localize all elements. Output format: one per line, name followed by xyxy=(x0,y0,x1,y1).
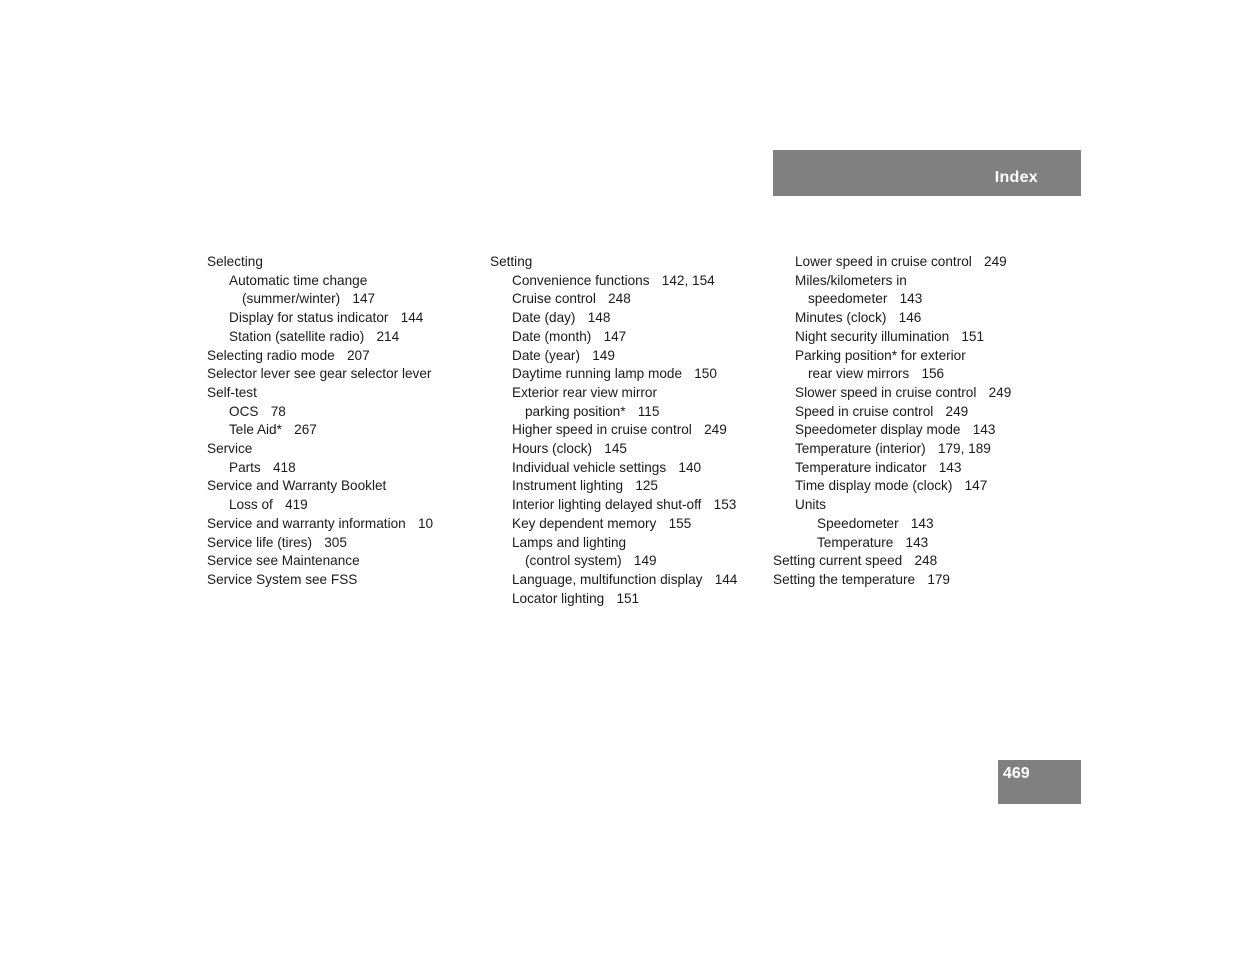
index-entry-text: Setting xyxy=(490,254,533,269)
index-entry xyxy=(207,309,477,328)
index-entry-text: Tele Aid* xyxy=(229,422,282,438)
index-entry-text: (summer/winter) xyxy=(242,291,341,307)
index-entry xyxy=(207,552,477,571)
index-entry-text: Slower speed in cruise control xyxy=(795,384,977,400)
index-entry xyxy=(207,384,477,403)
index-entry xyxy=(773,534,1063,553)
index-entry xyxy=(207,440,477,459)
index-entry-page: 179, 189 xyxy=(937,441,991,457)
index-entry-text: Temperature (interior) xyxy=(795,441,926,457)
index-entry-text: Temperature xyxy=(817,534,894,550)
index-entry xyxy=(490,253,765,272)
index-entry-text: Automatic time change xyxy=(229,272,368,288)
index-entry-page: 207 xyxy=(346,347,370,363)
index-entry-text: Self-test xyxy=(207,384,257,400)
page-number: 469 xyxy=(1003,765,1030,782)
index-entry-text: OCS xyxy=(229,403,259,419)
index-entry xyxy=(490,477,765,496)
index-entry-text: Convenience functions xyxy=(512,272,650,288)
index-entry-page: 249 xyxy=(704,422,727,438)
index-entry-text: Service and Warranty Booklet xyxy=(207,478,387,494)
index-entry xyxy=(773,328,1063,347)
index-entry-page: 140 xyxy=(678,459,702,475)
index-entry xyxy=(773,477,1063,496)
index-entry-text: Parts xyxy=(229,459,261,475)
index-entry-text: Speedometer xyxy=(817,515,899,531)
index-column-3 xyxy=(773,253,1063,590)
index-entry-page: 146 xyxy=(898,310,922,326)
index-entry-page: 147 xyxy=(603,328,627,344)
index-entry xyxy=(207,253,477,272)
index-entry-page: 149 xyxy=(633,553,657,569)
index-entry-text: Time display mode (clock) xyxy=(795,478,953,494)
index-entry xyxy=(490,403,765,422)
index-entry-text: Speedometer display mode xyxy=(795,422,961,438)
index-entry xyxy=(207,328,477,347)
index-entry-page: 418 xyxy=(272,459,296,475)
index-entry-text: Service see Maintenance xyxy=(207,553,360,569)
index-entry xyxy=(490,496,765,515)
index-entry xyxy=(207,421,477,440)
index-entry-text: Parking position* for exterior xyxy=(795,347,966,363)
index-entry-text: speedometer xyxy=(808,291,888,307)
index-entry-text: Instrument lighting xyxy=(512,478,624,494)
index-entry-text: Service xyxy=(207,441,253,457)
index-entry-text: Date (month) xyxy=(512,328,592,344)
index-entry xyxy=(773,496,1063,515)
index-entry-text: Service and warranty information xyxy=(207,515,406,531)
index-entry xyxy=(207,347,477,366)
index-entry-page: 143 xyxy=(905,534,929,550)
index-entry xyxy=(490,459,765,478)
index-entry-text: Lower speed in cruise control xyxy=(795,254,972,269)
index-entry-text: Units xyxy=(795,497,826,513)
index-entry xyxy=(490,328,765,347)
index-entry-page: 156 xyxy=(921,366,945,382)
index-entry-page: 78 xyxy=(270,403,286,419)
index-entry xyxy=(773,272,1063,291)
index-entry-text: Speed in cruise control xyxy=(795,403,934,419)
index-entry-page: 125 xyxy=(635,478,658,494)
index-entry xyxy=(490,552,765,571)
index-entry-text: Key dependent memory xyxy=(512,515,657,531)
index-entry xyxy=(207,403,477,422)
index-column-1 xyxy=(207,253,477,590)
index-entry-page: 153 xyxy=(713,497,737,513)
index-entry-text: Minutes (clock) xyxy=(795,310,887,326)
index-entry-page: 144 xyxy=(400,310,424,326)
index-entry-text: Service System see FSS xyxy=(207,571,358,587)
index-entry-page: 143 xyxy=(899,291,923,307)
index-entry xyxy=(773,421,1063,440)
index-entry-page: 179 xyxy=(927,571,950,587)
index-entry xyxy=(490,590,765,609)
index-entry-text: Interior lighting delayed shut-off xyxy=(512,497,702,513)
index-entry-page: 148 xyxy=(587,310,611,326)
index-entry-text: Locator lighting xyxy=(512,590,605,606)
index-entry xyxy=(490,571,765,590)
index-entry-text: Selector lever see gear selector lever xyxy=(207,366,432,382)
index-entry-page: 151 xyxy=(616,590,640,606)
index-entry-text: Date (day) xyxy=(512,310,576,326)
index-entry xyxy=(207,459,477,478)
index-entry-page: 155 xyxy=(668,515,692,531)
index-entry xyxy=(490,290,765,309)
page-number-box xyxy=(998,760,1081,804)
index-entry-text: Service life (tires) xyxy=(207,534,312,550)
index-entry-page: 249 xyxy=(988,384,1012,400)
index-entry-page: 145 xyxy=(604,441,627,457)
index-entry-page: 151 xyxy=(961,328,985,344)
index-entry-text: Exterior rear view mirror xyxy=(512,384,658,400)
index-entry xyxy=(207,496,477,515)
index-entry xyxy=(773,515,1063,534)
index-entry-text: Higher speed in cruise control xyxy=(512,422,692,438)
index-entry xyxy=(773,459,1063,478)
index-entry-page: 143 xyxy=(910,515,934,531)
index-entry-page: 419 xyxy=(285,497,308,513)
page-title: Index xyxy=(994,169,1038,186)
index-entry-text: Night security illumination xyxy=(795,328,950,344)
index-entry-page: 147 xyxy=(964,478,988,494)
index-entry-text: Daytime running lamp mode xyxy=(512,366,683,382)
index-entry xyxy=(207,515,477,534)
index-entry xyxy=(773,403,1063,422)
index-entry xyxy=(773,309,1063,328)
index-entry xyxy=(490,534,765,553)
index-entry-text: Date (year) xyxy=(512,347,580,363)
index-entry-page: 267 xyxy=(294,422,317,438)
index-entry xyxy=(207,365,477,384)
index-entry xyxy=(207,534,477,553)
index-entry-page: 249 xyxy=(984,254,1007,269)
index-entry-page: 150 xyxy=(694,366,717,382)
index-entry-page: 214 xyxy=(376,328,400,344)
index-entry-page: 248 xyxy=(914,553,938,569)
index-entry xyxy=(773,253,1063,272)
index-entry-text: Station (satellite radio) xyxy=(229,328,365,344)
index-entry-page: 305 xyxy=(324,534,347,550)
index-entry xyxy=(490,440,765,459)
index-entry-text: (control system) xyxy=(525,553,622,569)
index-entry-page: 143 xyxy=(938,459,962,475)
index-entry xyxy=(207,290,477,309)
index-entry-page: 115 xyxy=(637,403,660,419)
index-entry xyxy=(490,515,765,534)
index-entry xyxy=(207,477,477,496)
index-entry xyxy=(490,365,765,384)
index-entry-page: 10 xyxy=(417,515,434,531)
index-header-bar xyxy=(773,150,1081,196)
index-entry-page: 143 xyxy=(972,422,996,438)
index-entry xyxy=(490,384,765,403)
index-entry-text: Hours (clock) xyxy=(512,441,593,457)
index-entry xyxy=(773,290,1063,309)
index-entry xyxy=(490,272,765,291)
index-entry-text: Selecting radio mode xyxy=(207,347,335,363)
index-entry xyxy=(773,365,1063,384)
index-entry xyxy=(773,440,1063,459)
index-entry-text: Cruise control xyxy=(512,291,596,307)
index-entry-text: Display for status indicator xyxy=(229,310,389,326)
index-entry-text: Setting the temperature xyxy=(773,571,916,587)
index-entry xyxy=(773,571,1063,590)
index-entry-text: Individual vehicle settings xyxy=(512,459,667,475)
index-entry xyxy=(773,552,1063,571)
index-entry-text: Selecting xyxy=(207,254,263,269)
index-entry-page: 149 xyxy=(592,347,615,363)
index-entry-page: 144 xyxy=(714,571,738,587)
index-entry-page: 249 xyxy=(945,403,969,419)
index-entry-text: Setting current speed xyxy=(773,553,903,569)
index-entry xyxy=(490,309,765,328)
index-entry-text: Loss of xyxy=(229,497,273,513)
index-entry xyxy=(207,571,477,590)
index-column-2 xyxy=(490,253,765,608)
index-entry-text: Language, multifunction display xyxy=(512,571,703,587)
index-entry-text: Lamps and lighting xyxy=(512,534,627,550)
index-entry-text: Miles/kilometers in xyxy=(795,272,907,288)
index-entry-page: 248 xyxy=(608,291,631,307)
index-entry xyxy=(490,421,765,440)
index-entry-text: rear view mirrors xyxy=(808,366,910,382)
index-entry xyxy=(773,347,1063,366)
index-entry xyxy=(773,384,1063,403)
index-entry-text: parking position* xyxy=(525,403,626,419)
index-entry-page: 142, 154 xyxy=(661,272,715,288)
index-entry xyxy=(490,347,765,366)
index-entry xyxy=(207,272,477,291)
index-entry-page: 147 xyxy=(352,291,376,307)
index-entry-text: Temperature indicator xyxy=(795,459,927,475)
